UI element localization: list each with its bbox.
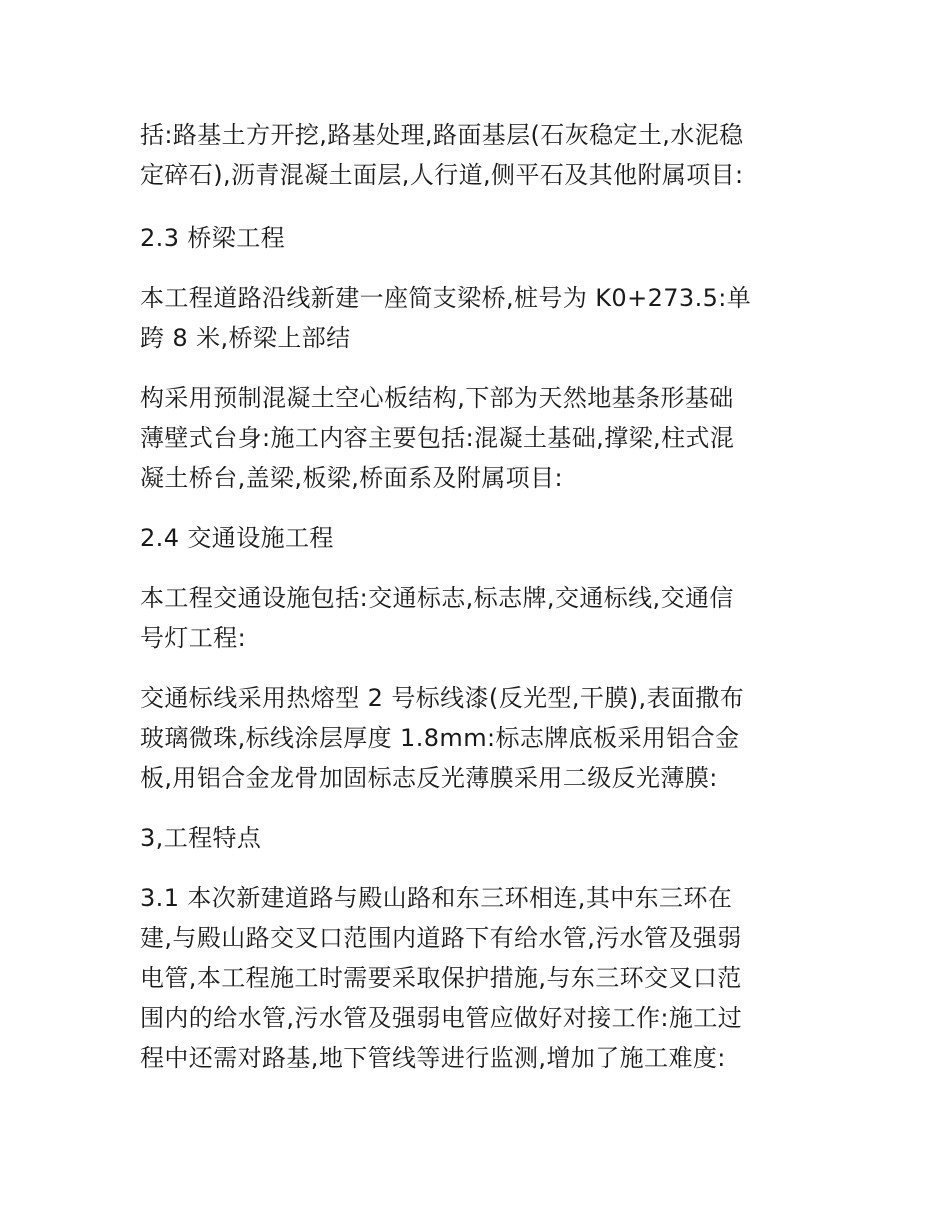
text-line: 跨 8 米,桥梁上部结 <box>140 324 351 352</box>
paragraph-scope-continuation <box>140 115 820 195</box>
text-line: 交通标线采用热熔型 2 号标线漆(反光型,干膜),表面撒布 <box>140 684 745 712</box>
text-line: 构采用预制混凝土空心板结构,下部为天然地基条形基础 <box>140 384 734 412</box>
text-line: 建,与殿山路交叉口范围内道路下有给水管,污水管及强弱 <box>140 924 742 952</box>
text-line: 玻璃微珠,标线涂层厚度 1.8mm:标志牌底板采用铝合金 <box>140 724 740 752</box>
text-line: 板,用铝合金龙骨加固标志反光薄膜采用二级反光薄膜: <box>140 764 718 792</box>
paragraph-bridge-intro <box>140 278 820 358</box>
text-line: 号灯工程: <box>140 624 247 652</box>
section-heading-2-4 <box>140 518 820 558</box>
text-line: 电管,本工程施工时需要采取保护措施,与东三环交叉口范 <box>140 964 742 992</box>
text-line: 凝土桥台,盖梁,板梁,桥面系及附属项目: <box>140 464 563 492</box>
heading-text: 2.4 交通设施工程 <box>140 524 334 552</box>
text-line: 定碎石),沥青混凝土面层,人行道,侧平石及其他附属项目: <box>140 161 744 189</box>
heading-text: 2.3 桥梁工程 <box>140 224 285 252</box>
paragraph-marking-spec <box>140 678 820 798</box>
text-line: 本工程交通设施包括:交通标志,标志牌,交通标线,交通信 <box>140 584 734 612</box>
heading-text: 3,工程特点 <box>140 824 262 852</box>
paragraph-3-1 <box>140 878 820 1078</box>
text-line: 本工程道路沿线新建一座简支梁桥,桩号为 K0+273.5:单 <box>140 284 752 312</box>
section-heading-3 <box>140 818 820 858</box>
section-heading-2-3 <box>140 218 820 258</box>
text-line: 程中还需对路基,地下管线等进行监测,增加了施工难度: <box>140 1044 726 1072</box>
paragraph-traffic-facilities <box>140 578 820 658</box>
text-line: 围内的给水管,污水管及强弱电管应做好对接工作:施工过 <box>140 1004 743 1032</box>
text-line: 薄壁式台身:施工内容主要包括:混凝土基础,撑梁,柱式混 <box>140 424 735 452</box>
text-line: 括:路基土方开挖,路基处理,路面基层(石灰稳定土,水泥稳 <box>140 121 744 149</box>
text-line: 3.1 本次新建道路与殿山路和东三环相连,其中东三环在 <box>140 884 733 912</box>
paragraph-bridge-structure <box>140 378 820 498</box>
